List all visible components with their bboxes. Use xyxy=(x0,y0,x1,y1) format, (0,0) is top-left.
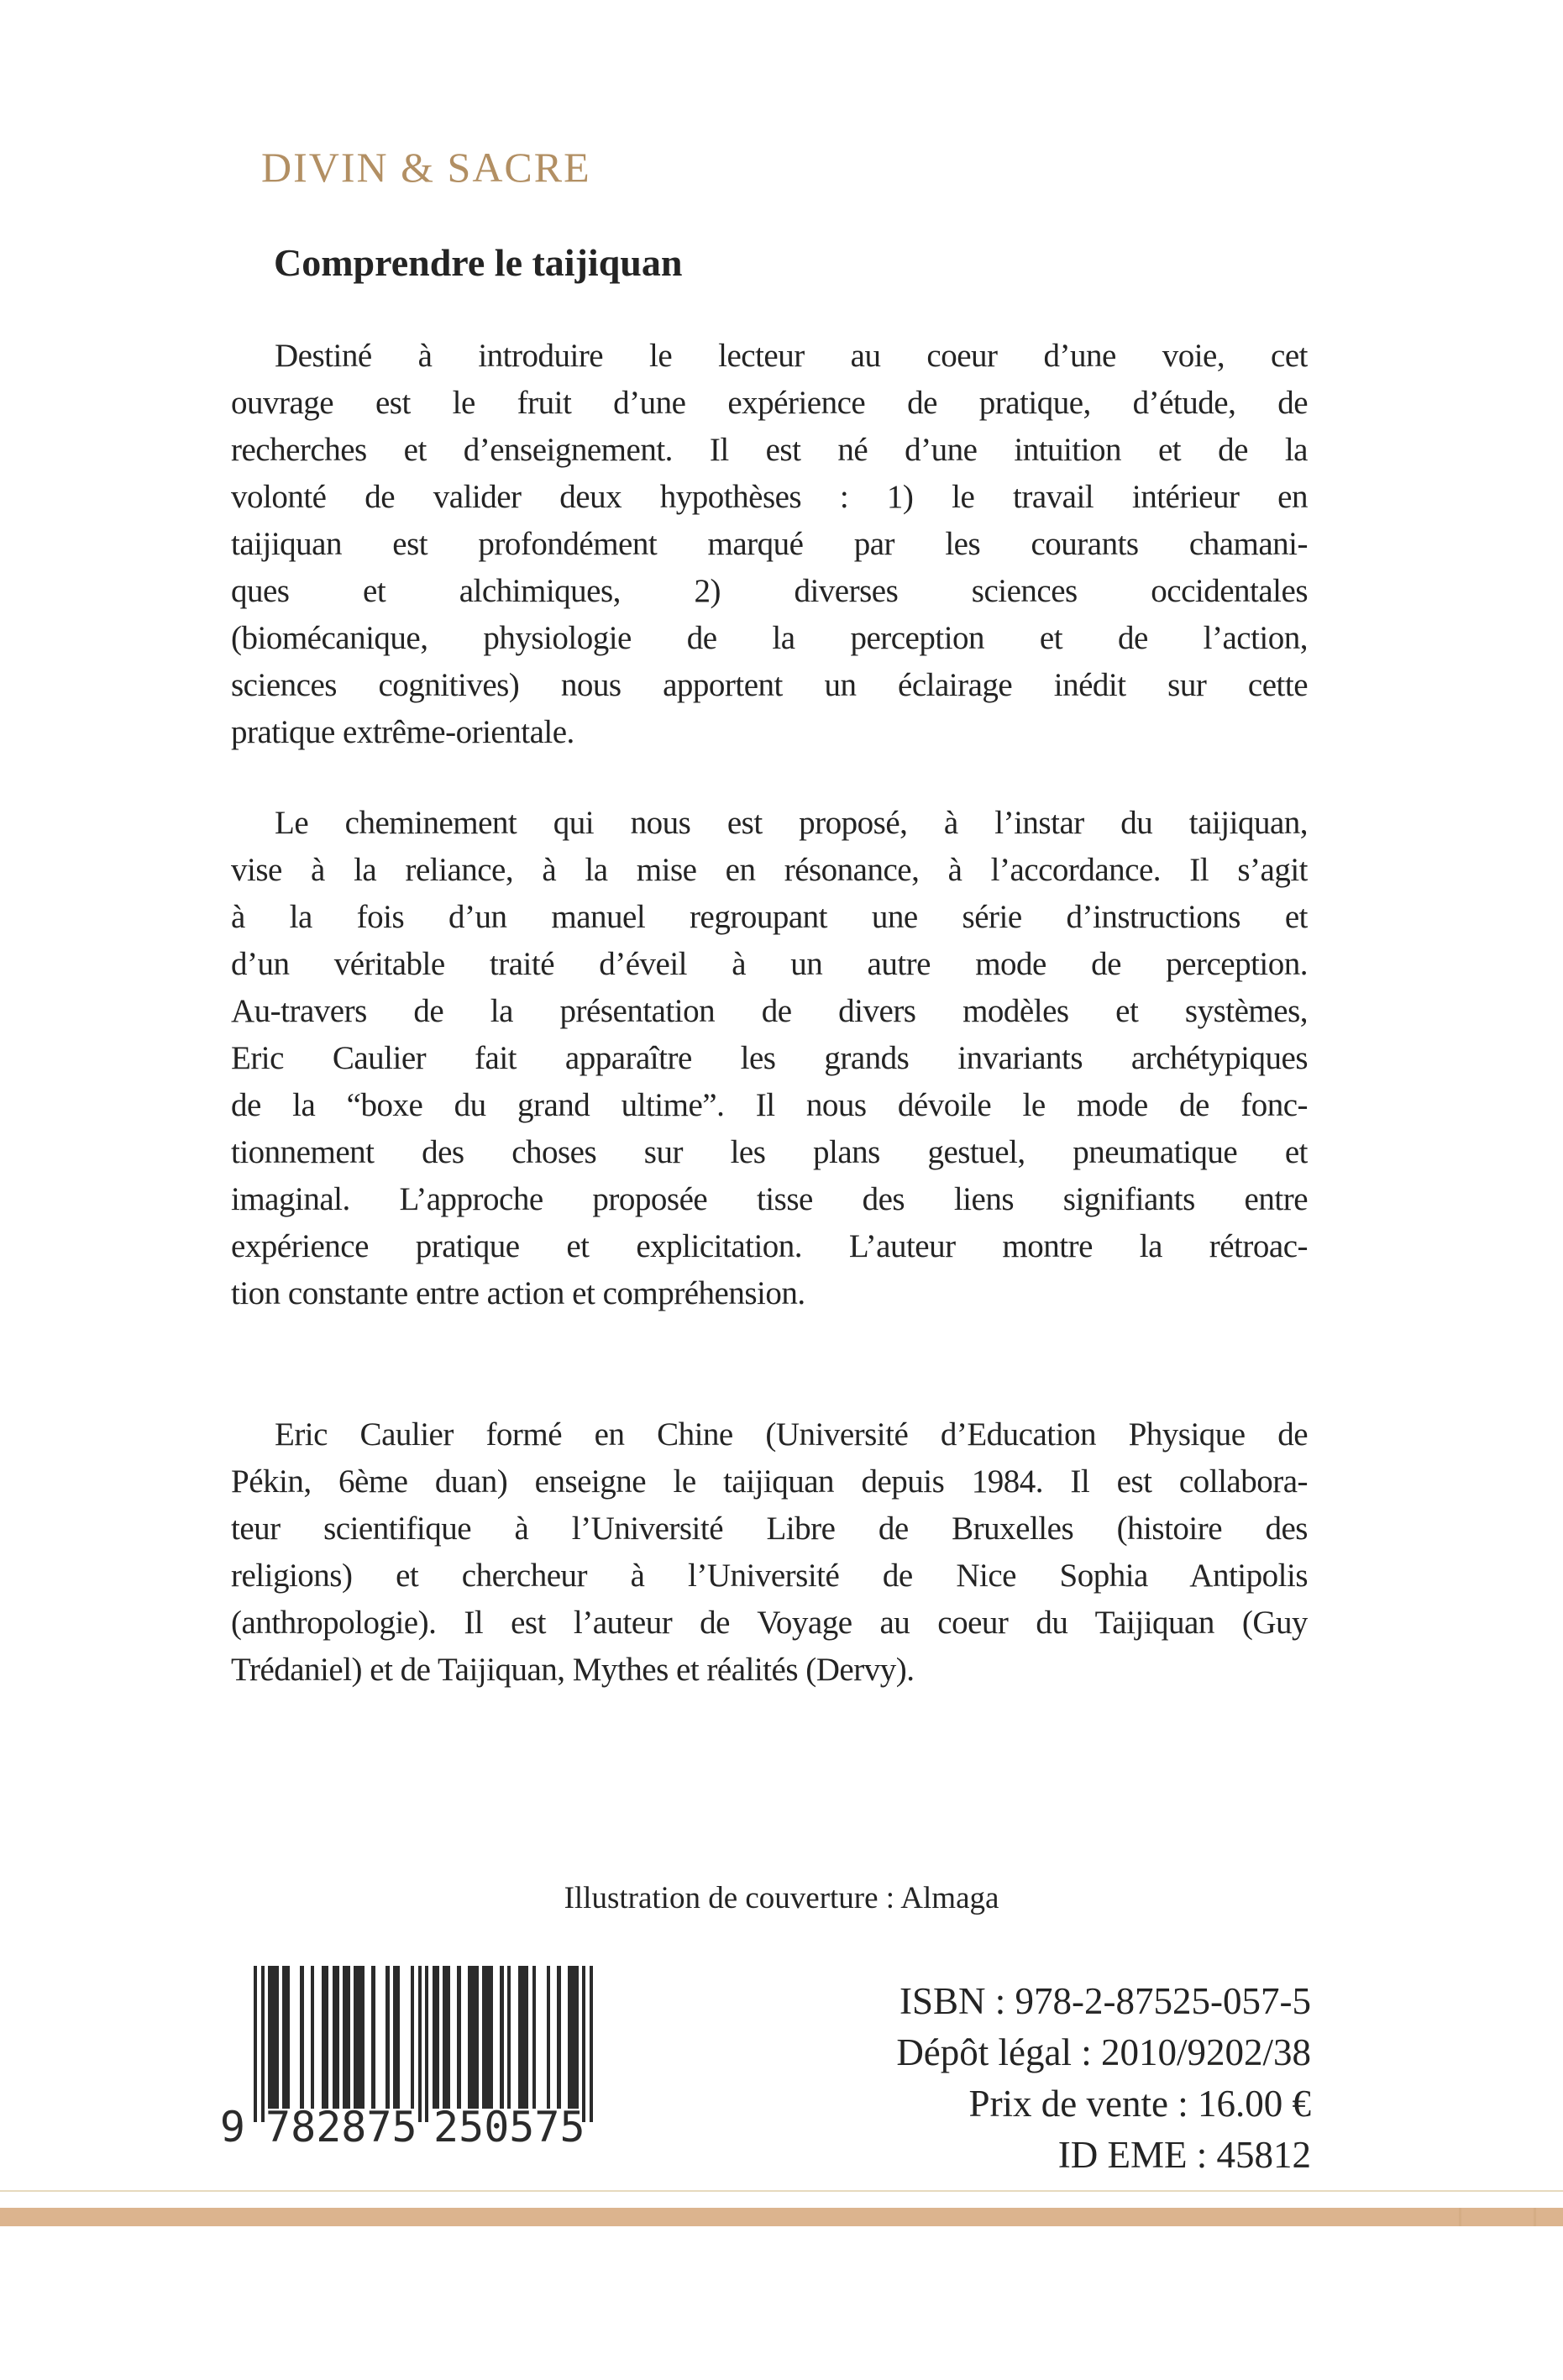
barcode-bar xyxy=(343,1966,350,2109)
illustration-credit: Illustration de couverture : Almaga xyxy=(564,1881,999,1915)
barcode-digit-group-1: 9 xyxy=(219,2103,245,2151)
text-line: volonté de valider deux hypothèses : 1) le travail intérieur en xyxy=(231,479,1308,515)
barcode-bar xyxy=(300,1966,303,2109)
text-line: sciences cognitives) nous apportent un éclairage inédit sur cette xyxy=(231,667,1308,703)
barcode-bar xyxy=(518,1966,529,2109)
publisher-info-line: ISBN : 978-2-87525-057-5 xyxy=(900,1980,1311,2022)
text-line: recherches et d’enseignement. Il est né d’une intuition et de la xyxy=(231,432,1308,468)
barcode-bar xyxy=(590,1966,593,2122)
text-line: d’un véritable traité d’éveil à un autre mode de perception. xyxy=(231,946,1308,982)
publisher-info-line: ID EME : 45812 xyxy=(1057,2134,1311,2176)
publisher-info xyxy=(896,1976,1311,2181)
text-line: imaginal. L’approche proposée tisse des liens signifiants entre xyxy=(231,1181,1308,1217)
text-line: Trédaniel) et de Taijiquan, Mythes et réalités (Dervy). xyxy=(231,1652,915,1688)
paragraph-2 xyxy=(231,800,1308,1317)
barcode-bar xyxy=(457,1966,460,2109)
text-line: à la fois d’un manuel regroupant une série d’instructions et xyxy=(231,899,1308,935)
barcode xyxy=(219,1966,593,2151)
barcode-bar xyxy=(322,1966,329,2109)
text-line: Le cheminement qui nous est proposé, à l’instar du taijiquan, xyxy=(275,805,1308,841)
barcode-bar xyxy=(282,1966,290,2109)
barcode-bars xyxy=(254,1966,593,2122)
back-cover-text xyxy=(231,333,1308,1694)
barcode-digit-group-2: 782875 xyxy=(265,2103,417,2151)
barcode-bar xyxy=(254,1966,257,2122)
text-line: Pékin, 6ème duan) enseigne le taijiquan depuis 1984. Il est collabora- xyxy=(231,1463,1308,1500)
text-line: ouvrage est le fruit d’une expérience de pratique, d’étude, de xyxy=(231,385,1308,421)
text-line: Destiné à introduire le lecteur au coeur d’une voie, cet xyxy=(275,338,1308,374)
barcode-bar xyxy=(411,1966,414,2109)
text-line: taijiquan est profondément marqué par les courants chamani- xyxy=(231,526,1308,562)
text-line: teur scientifique à l’Université Libre de Bruxelles (histoire des xyxy=(231,1510,1308,1547)
book-title: Comprendre le taijiquan xyxy=(274,241,683,284)
barcode-bar xyxy=(333,1966,340,2109)
bottom-rule xyxy=(0,2190,1563,2192)
barcode-bar xyxy=(311,1966,314,2109)
text-line: tionnement des choses sur les plans gestuel, pneumatique et xyxy=(231,1134,1308,1170)
text-line: (biomécanique, physiologie de la perception et de l’action, xyxy=(231,620,1308,656)
barcode-bar xyxy=(371,1966,375,2109)
text-line: Eric Caulier fait apparaître les grands invariants archétypiques xyxy=(231,1040,1308,1076)
paragraph-1 xyxy=(231,333,1308,756)
series-title: DIVIN & SACRE xyxy=(261,144,591,191)
stripe-seam xyxy=(1459,2208,1461,2226)
barcode-bar xyxy=(443,1966,450,2109)
text-line: religions) et chercheur à l’Université de Nice Sophia Antipolis xyxy=(231,1558,1308,1594)
text-line: (anthropologie). Il est l’auteur de Voyage au coeur du Taijiquan (Guy xyxy=(231,1605,1308,1641)
text-line: de la “boxe du grand ultime”. Il nous dévoile le mode de fonc- xyxy=(231,1087,1308,1123)
text-line: vise à la reliance, à la mise en résonance, à l’accordance. Il s’agit xyxy=(231,852,1308,888)
publisher-info-line: Dépôt légal : 2010/9202/38 xyxy=(896,2031,1311,2073)
barcode-bar xyxy=(482,1966,493,2109)
barcode-bar xyxy=(433,1966,440,2109)
barcode-bar xyxy=(568,1966,579,2109)
text-line: expérience pratique et explicitation. L’auteur montre la rétroac- xyxy=(231,1228,1308,1264)
barcode-bar xyxy=(268,1966,279,2109)
barcode-bar xyxy=(547,1966,550,2109)
barcode-bar xyxy=(507,1966,511,2109)
paragraph-3 xyxy=(231,1411,1308,1694)
text-line: ques et alchimiques, 2) diverses sciences occidentales xyxy=(231,573,1308,609)
text-line: pratique extrême-orientale. xyxy=(231,714,574,750)
barcode-bar xyxy=(393,1966,401,2109)
barcode-bar xyxy=(386,1966,389,2109)
publisher-info-line: Prix de vente : 16.00 € xyxy=(968,2083,1311,2125)
barcode-bar xyxy=(468,1966,479,2109)
barcode-bar xyxy=(557,1966,560,2109)
barcode-bar xyxy=(500,1966,503,2109)
barcode-digit-group-3: 250575 xyxy=(433,2103,585,2151)
barcode-bar xyxy=(582,1966,585,2122)
text-line: Eric Caulier formé en Chine (Université d’Education Physique de xyxy=(275,1416,1308,1453)
barcode-bar xyxy=(425,1966,428,2122)
barcode-bar xyxy=(261,1966,265,2122)
text-line: Au-travers de la présentation de divers modèles et systèmes, xyxy=(231,993,1308,1029)
stripe-seam xyxy=(1534,2208,1536,2226)
barcode-bar xyxy=(354,1966,365,2109)
bottom-stripe xyxy=(0,2208,1563,2226)
barcode-bar xyxy=(532,1966,536,2109)
text-line: tion constante entre action et compréhension. xyxy=(231,1275,805,1311)
barcode-bar xyxy=(418,1966,422,2122)
